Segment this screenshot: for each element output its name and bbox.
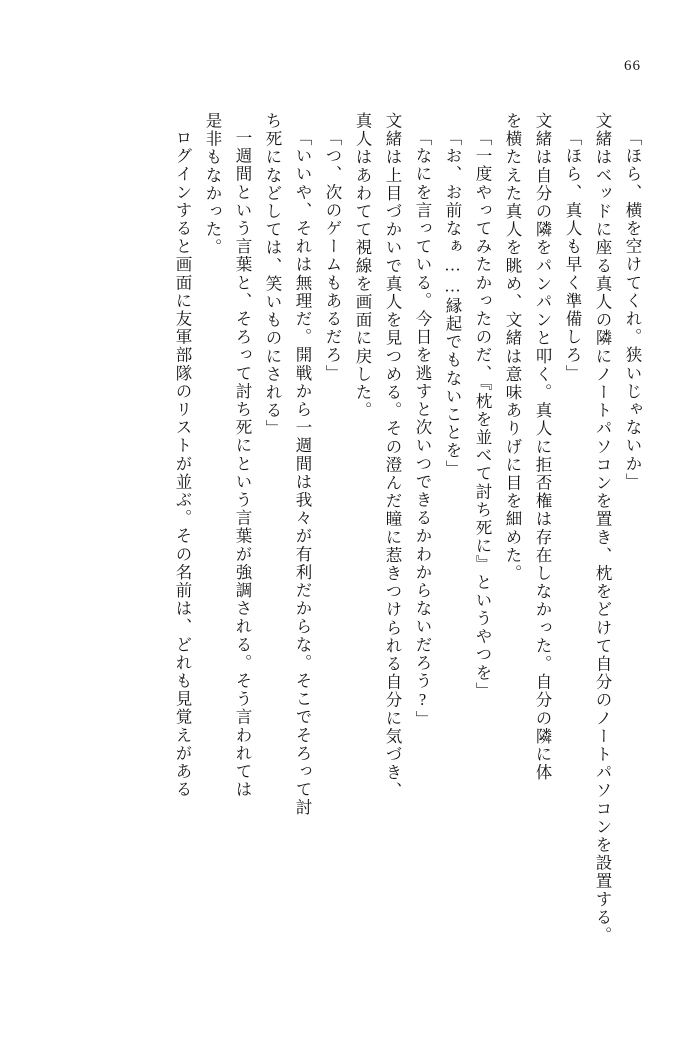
vertical-text-body xyxy=(48,112,647,972)
page-number: 66 xyxy=(624,58,641,74)
text-line: 「つ、次のゲームもあるだろ」 xyxy=(323,129,342,383)
text-line: 文緒は上目づかいで真人を見つめる。その澄んだ瞳に惹きつけられる自分に気づき、 xyxy=(383,112,402,800)
text-line: 是非もなかった。 xyxy=(203,112,222,257)
text-line: 「いいや、それは無理だ。開戦から一週間は我々が有利だからな。そこでそろって討 xyxy=(293,129,312,817)
text-line: 「ほら、横を空けてくれ。狭いじゃないか」 xyxy=(623,129,642,491)
text-line: 「なにを言っている。今日を逃すと次いつできるかわからないだろう?」 xyxy=(413,129,432,729)
text-line: 真人はあわてて視線を画面に戻した。 xyxy=(353,112,372,420)
text-line: ログインすると画面に友軍部隊のリストが並ぶ。その名前は、どれも見覚えがある xyxy=(173,129,192,799)
text-line: を横たえた真人を眺め、文緒は意味ありげに目を細めた。 xyxy=(503,112,522,583)
text-line: 「お、お前なぁ……縁起でもないことを」 xyxy=(443,129,462,478)
text-line: 「ほら、真人も早く準備しろ」 xyxy=(563,129,582,383)
text-line: ち死になどしては、笑いものにされる」 xyxy=(263,112,282,438)
text-line: 文緒は自分の隣をパンパンと叩く。真人に拒否権は存在しなかった。自分の隣に体 xyxy=(533,112,552,782)
text-line: 文緒はベッドに座る真人の隣にノートパソコンを置き、枕をどけて自分のノートパソコンを設置する。 xyxy=(593,112,612,945)
text-line: 「一度やってみたかったのだ、『枕を並べて討ち死に』というやつを」 xyxy=(473,129,492,700)
text-line: 一週間という言葉と、そろって討ち死にという言葉が強調される。そう言われては xyxy=(233,129,252,799)
